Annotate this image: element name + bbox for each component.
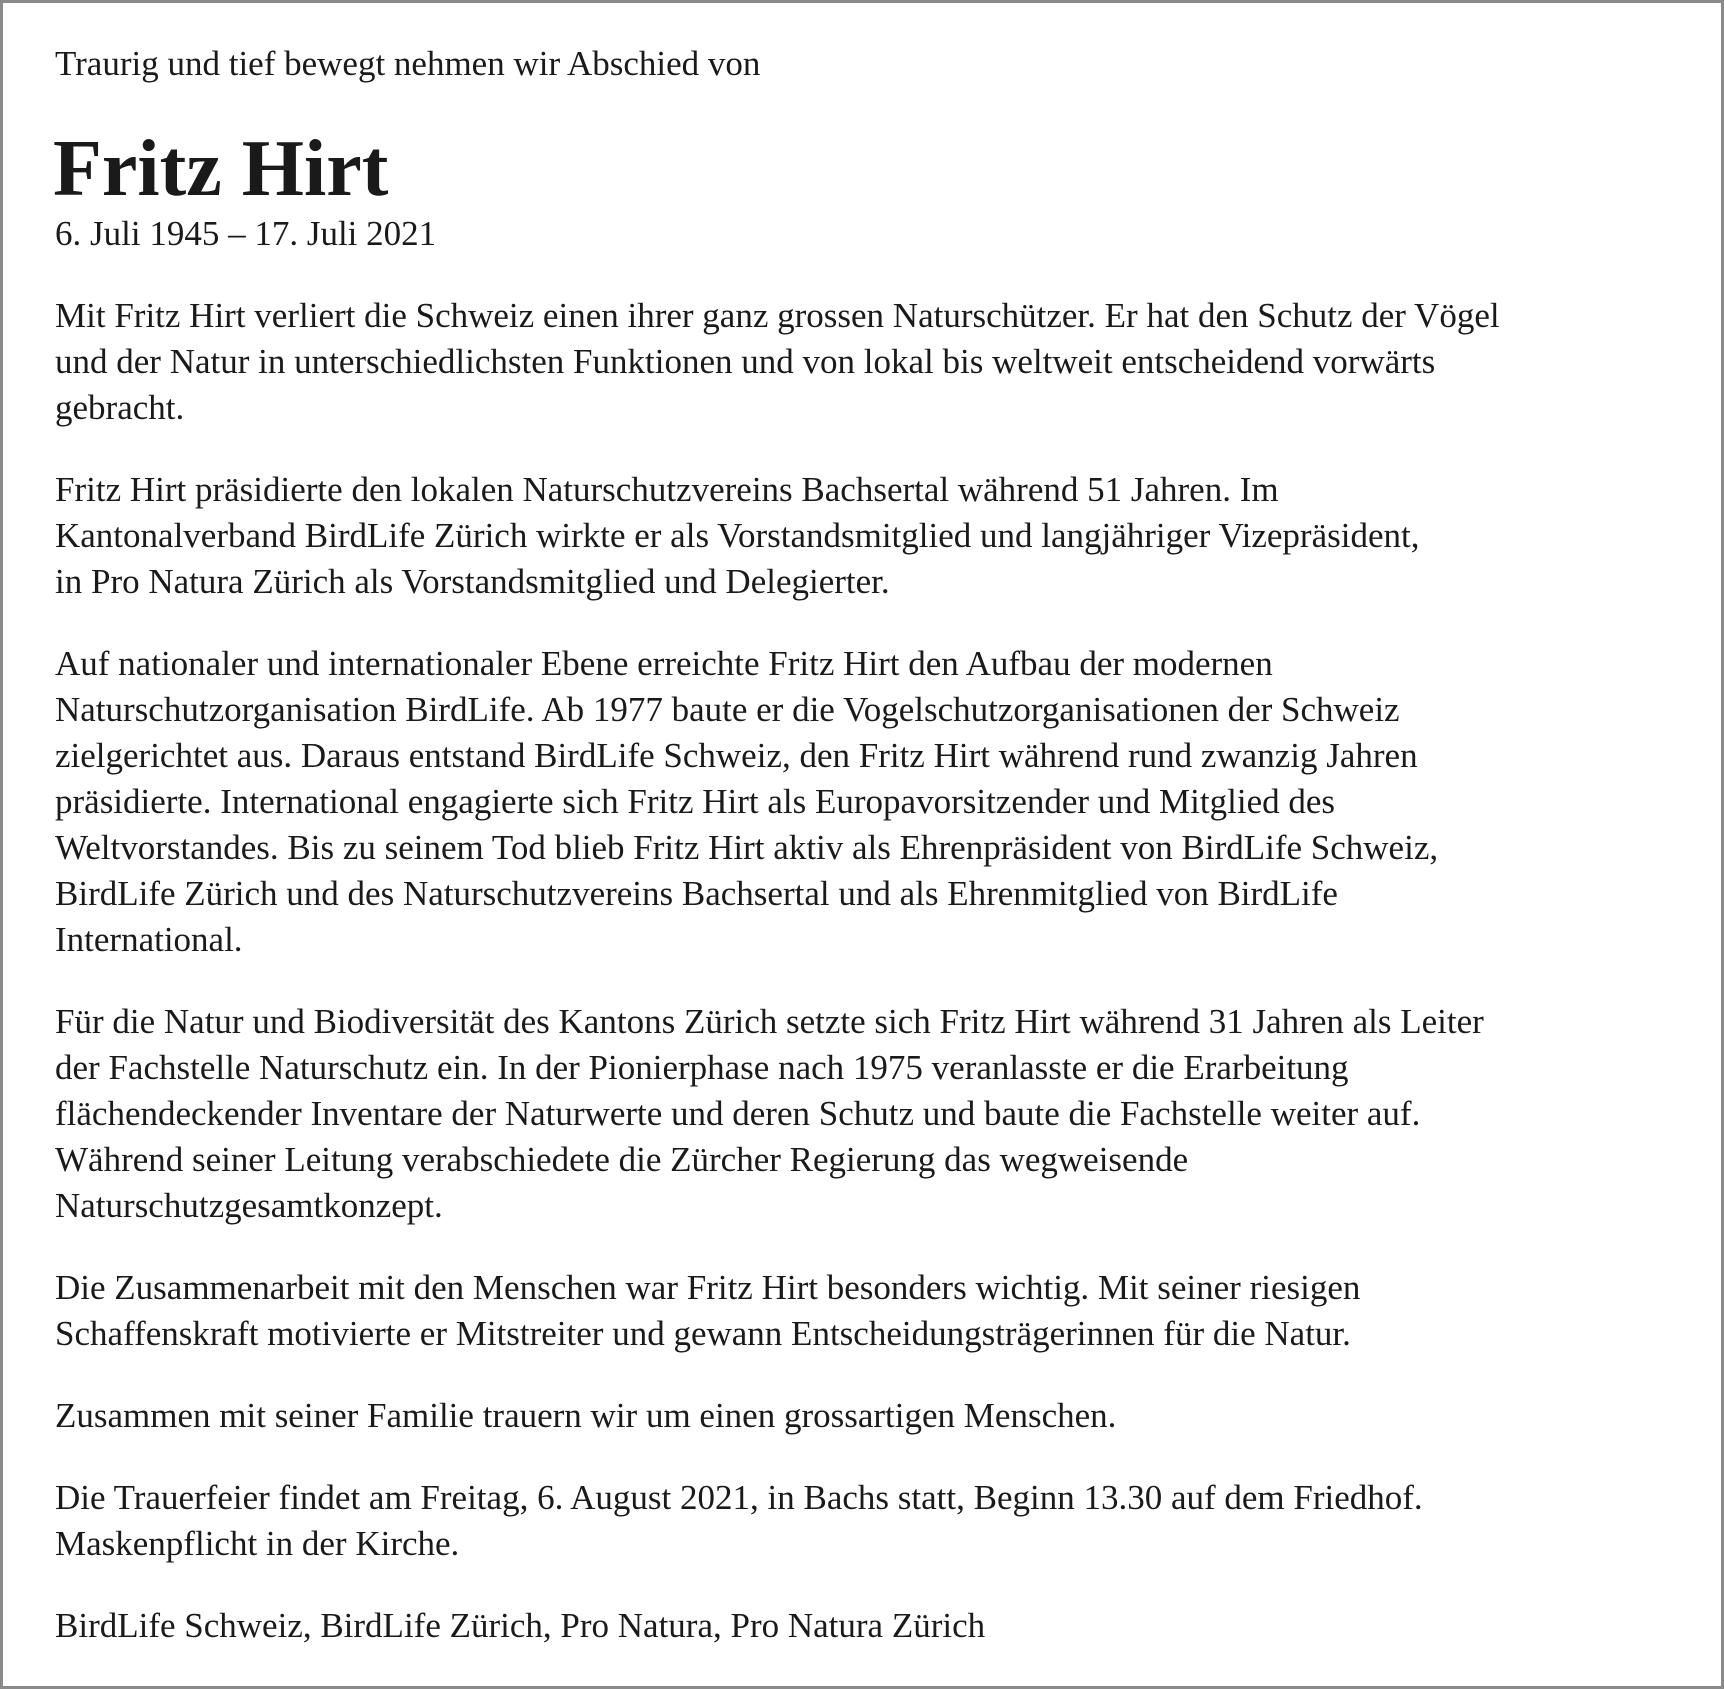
text-line: zielgerichtet aus. Daraus entstand BirdLife Schweiz, den Fritz Hirt während rund zwanzig Jahren (55, 736, 1418, 775)
text-line: Weltvorstandes. Bis zu seinem Tod blieb Fritz Hirt aktiv als Ehrenpräsident von BirdLife Schweiz, (55, 828, 1439, 867)
text-line: Zusammen mit seiner Familie trauern wir um einen grossartigen Menschen. (55, 1396, 1117, 1435)
text-line: flächendeckender Inventare der Naturwerte und deren Schutz und baute die Fachstelle weiter auf. (55, 1094, 1421, 1133)
paragraph-national-international (55, 641, 1695, 963)
text-line: Naturschutzorganisation BirdLife. Ab 1977 baute er die Vogelschutzorganisationen der Schweiz (55, 690, 1400, 729)
text-line: in Pro Natura Zürich als Vorstandsmitglied und Delegierter. (55, 562, 890, 601)
text-line: und der Natur in unterschiedlichsten Funktionen und von lokal bis weltweit entscheidend vorwärts (55, 342, 1436, 381)
text-line: Für die Natur und Biodiversität des Kantons Zürich setzte sich Fritz Hirt während 31 Jahren als Leiter (55, 1002, 1484, 1041)
paragraph-funeral-details (55, 1475, 1695, 1567)
paragraph-collaboration (55, 1265, 1695, 1357)
text-line: Schaffenskraft motivierte er Mitstreiter und gewann Entscheidungsträgerinnen für die Natur. (55, 1314, 1351, 1353)
text-line: BirdLife Schweiz, BirdLife Zürich, Pro Natura, Pro Natura Zürich (55, 1606, 986, 1645)
text-line: Maskenpflicht in der Kirche. (55, 1524, 460, 1563)
text-line: gebracht. (55, 388, 185, 427)
obituary-body (55, 293, 1695, 1685)
paragraph-local-roles (55, 467, 1695, 605)
text-line: Auf nationaler und internationaler Ebene erreichte Fritz Hirt den Aufbau der modernen (55, 644, 1273, 683)
paragraph-naturschuetzer (55, 293, 1695, 431)
text-line: präsidierte. International engagierte sich Fritz Hirt als Europavorsitzender und Mitglied des (55, 782, 1336, 821)
text-line: Naturschutzgesamtkonzept. (55, 1186, 443, 1225)
text-line: Die Zusammenarbeit mit den Menschen war Fritz Hirt besonders wichtig. Mit seiner riesigen (55, 1268, 1361, 1307)
life-dates: 6. Juli 1945 – 17. Juli 2021 (55, 214, 437, 253)
text-line: Während seiner Leitung verabschiedete die Zürcher Regierung das wegweisende (55, 1140, 1189, 1179)
text-line: BirdLife Zürich und des Naturschutzvereins Bachsertal und als Ehrenmitglied von BirdLife (55, 874, 1338, 913)
text-line: Kantonalverband BirdLife Zürich wirkte er als Vorstandsmitglied und langjähriger Vizepräsident, (55, 516, 1420, 555)
text-line: Die Trauerfeier findet am Freitag, 6. August 2021, in Bachs statt, Beginn 13.30 auf dem Friedhof. (55, 1478, 1423, 1517)
text-line: Mit Fritz Hirt verliert die Schweiz einen ihrer ganz grossen Naturschützer. Er hat den Schutz der Vögel (55, 296, 1500, 335)
text-line: International. (55, 920, 243, 959)
signatories (55, 1603, 1695, 1649)
intro-line: Traurig und tief bewegt nehmen wir Abschied von (55, 44, 761, 83)
paragraph-mourning (55, 1393, 1695, 1439)
text-line: der Fachstelle Naturschutz ein. In der Pionierphase nach 1975 veranlasste er die Erarbeitung (55, 1048, 1349, 1087)
paragraph-canton-zurich (55, 999, 1695, 1229)
text-line: Fritz Hirt präsidierte den lokalen Naturschutzvereins Bachsertal während 51 Jahren. Im (55, 470, 1279, 509)
deceased-name: Fritz Hirt (53, 125, 389, 213)
